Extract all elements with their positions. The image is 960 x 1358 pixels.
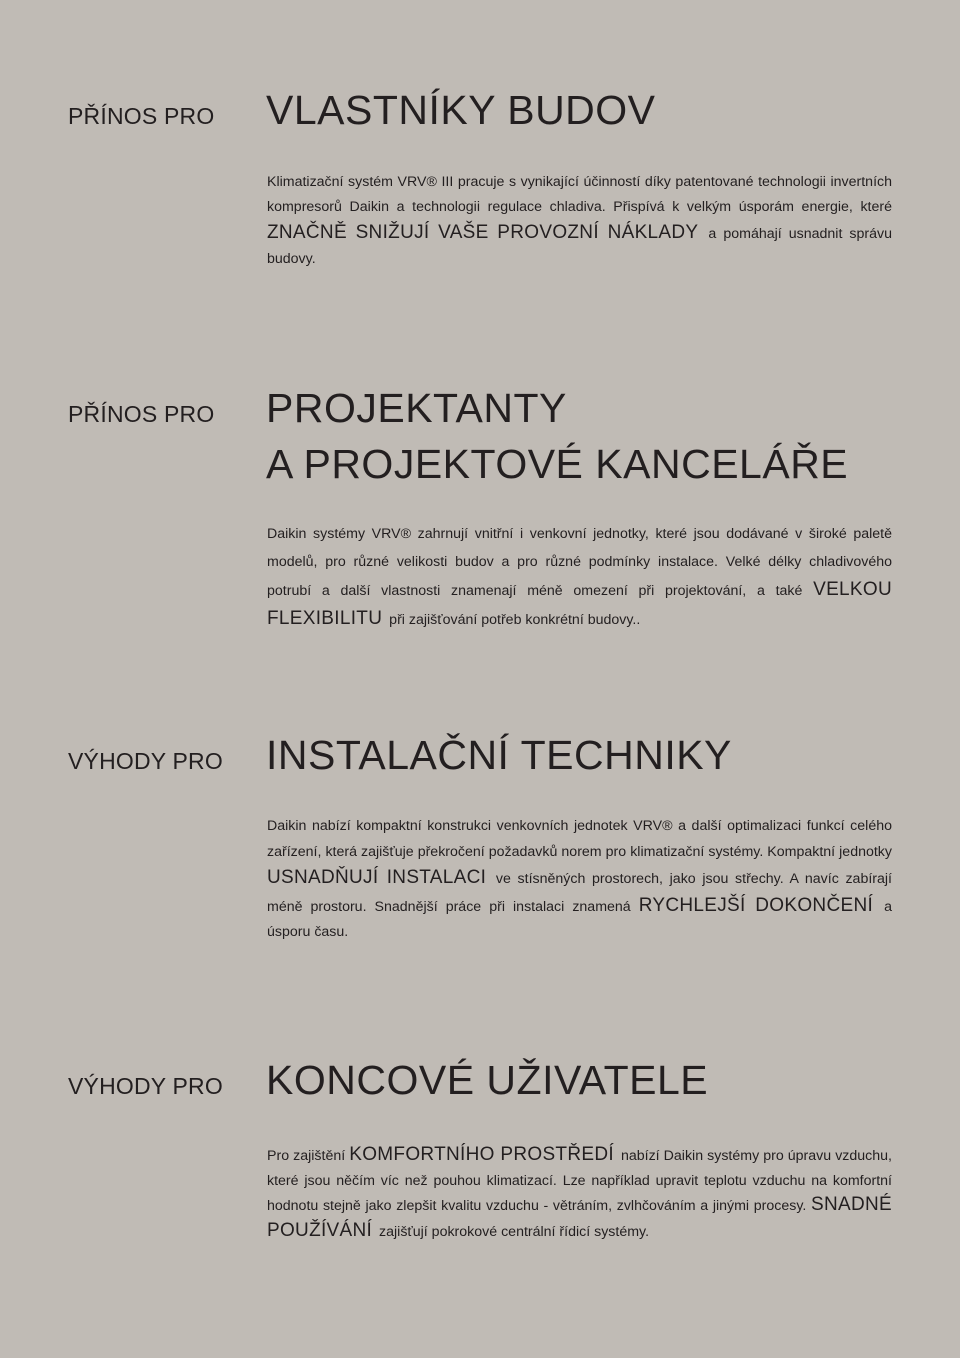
body-emphasis: USNADŇUJÍ INSTALACI <box>267 867 487 888</box>
body-text: zajišťují pokrokové centrální řídicí systémy. <box>375 1223 650 1240</box>
body-text: a úsporu času. <box>267 898 892 940</box>
section-heading <box>266 727 732 783</box>
body-text: Daikin systémy VRV® zahrnují vnitřní i venkovní jednotky, které jsou dodávané v široké paletě modelů, pro různé velikosti budov a pro různé podmínky instalace. Velké délky chladivového potrubí a další vlastnosti znamenají méně omezení při projektování, a také <box>267 526 892 599</box>
body-text: Klimatizační systém VRV® III pracuje s vynikající účinností díky patentované technologii invertních kompresorů Daikin a technologii regulace chladiva. Přispívá k velkým úsporám energie, které <box>267 174 892 215</box>
body-emphasis: ZNAČNĚ SNIŽUJÍ VAŠE PROVOZNÍ NÁKLADY <box>267 222 699 243</box>
section-label: VÝHODY PRO <box>68 1073 223 1099</box>
body-text: a pomáhají usnadnit správu budovy. <box>267 226 892 267</box>
heading-line: INSTALAČNÍ TECHNIKY <box>266 732 732 778</box>
heading-line: VLASTNÍKY BUDOV <box>266 87 656 133</box>
heading-line: KONCOVÉ UŽIVATELE <box>266 1057 709 1103</box>
section-body <box>267 1143 892 1244</box>
body-text: při zajišťování potřeb konkrétní budovy.. <box>385 612 641 628</box>
section-body <box>267 170 892 272</box>
body-text: ve stísněných prostorech, jako jsou střechy. A navíc zabírají méně prostoru. Snadnější práce při instalaci znamená <box>267 871 892 915</box>
section-heading <box>266 1052 708 1108</box>
body-text: Daikin nabízí kompaktní konstrukci venkovních jednotek VRV® a další optimalizaci funkcí celého zařízení, která zajišťuje překročení požadavků norem pro klimatizační systémy. Kompaktní jednotky <box>267 818 892 860</box>
body-text: nabízí Daikin systémy pro úpravu vzduchu, které jsou něčím víc než pouhou klimatizací. Lze například upravit teplotu vzduchu na komfortní hodnotu stejně jako zlepšit kvalitu vzduchu - větráním, zvlhčováním a jinými procesy. <box>267 1148 892 1214</box>
section-body <box>267 520 892 634</box>
section-label: PŘÍNOS PRO <box>68 401 215 427</box>
heading-line: A PROJEKTOVÉ KANCELÁŘE <box>266 441 849 487</box>
body-emphasis: RYCHLEJŠÍ DOKONČENÍ <box>638 894 874 916</box>
section-body <box>267 814 892 946</box>
body-emphasis: SNADNÉ POUŽÍVÁNÍ <box>267 1194 892 1241</box>
section-label: PŘÍNOS PRO <box>68 103 215 129</box>
body-text: Pro zajištění <box>267 1148 350 1164</box>
heading-line: PROJEKTANTY <box>266 385 567 431</box>
section-heading <box>266 380 848 492</box>
body-emphasis: VELKOU FLEXIBILITU <box>267 579 892 629</box>
section-label: VÝHODY PRO <box>68 748 223 774</box>
section-heading <box>266 82 656 138</box>
body-emphasis: KOMFORTNÍHO PROSTŘEDÍ <box>349 1144 614 1165</box>
